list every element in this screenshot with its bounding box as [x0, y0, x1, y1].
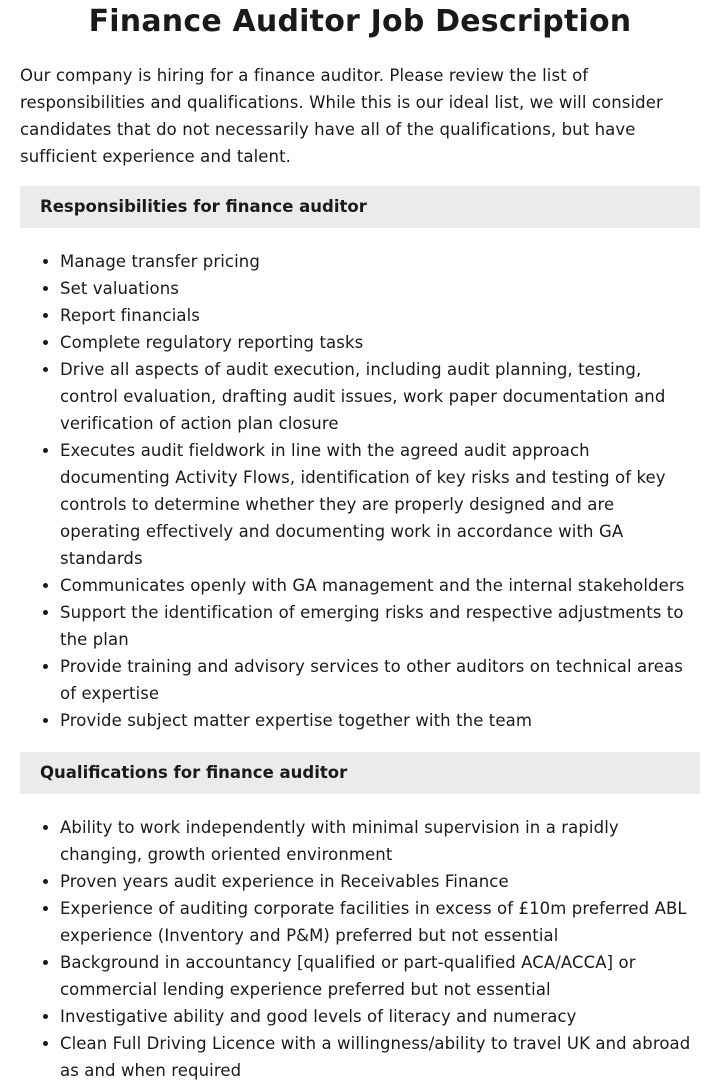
list-item: • Background in accountancy [qualified or part-qualified ACA/ACCA] or commercial lending experience preferred but not essential [60, 949, 700, 1003]
list-item: • Drive all aspects of audit execution, including audit planning, testing, control evaluation, drafting audit issues, work paper documentation and verification of action plan closure [60, 356, 700, 437]
list-item: • Experience of auditing corporate facilities in excess of £10m preferred ABL experience (Inventory and P&M) preferred but not essential [60, 895, 700, 949]
list-item: • Communicates openly with GA management and the internal stakeholders [60, 572, 700, 599]
list-item: • Complete regulatory reporting tasks [60, 329, 700, 356]
list-item: • Provide subject matter expertise together with the team [60, 707, 700, 734]
page-title: Finance Auditor Job Description [88, 4, 632, 39]
list-item: • Manage transfer pricing [60, 248, 700, 275]
intro-paragraph: Our company is hiring for a finance auditor. Please review the list of responsibilities and qualifications. While this is our ideal list, we will consider candidates that do not necessarily have all of the qualifications, but have sufficient experience and talent. [20, 66, 663, 166]
list-item: • Proven years audit experience in Receivables Finance [60, 868, 700, 895]
list-item: • Investigative ability and good levels of literacy and numeracy [60, 1003, 700, 1030]
list-item: • Ability to work independently with minimal supervision in a rapidly changing, growth oriented environment [60, 814, 700, 868]
list-item: • Support the identification of emerging risks and respective adjustments to the plan [60, 599, 700, 653]
list-item: • Report financials [60, 302, 700, 329]
list-item: • Executes audit fieldwork in line with the agreed audit approach documenting Activity Flows, identification of key risks and testing of key controls to determine whether they are properly designed and are operating effectively and documenting work in accordance with GA standards [60, 437, 700, 572]
qualifications-list [20, 814, 700, 1084]
list-item: • Set valuations [60, 275, 700, 302]
list-item: • Clean Full Driving Licence with a willingness/ability to travel UK and abroad as and when required [60, 1030, 700, 1084]
responsibilities-list [20, 248, 700, 734]
qualifications-heading: Qualifications for finance auditor [20, 752, 700, 794]
responsibilities-heading: Responsibilities for finance auditor [20, 186, 700, 228]
list-item: • Provide training and advisory services to other auditors on technical areas of expertise [60, 653, 700, 707]
